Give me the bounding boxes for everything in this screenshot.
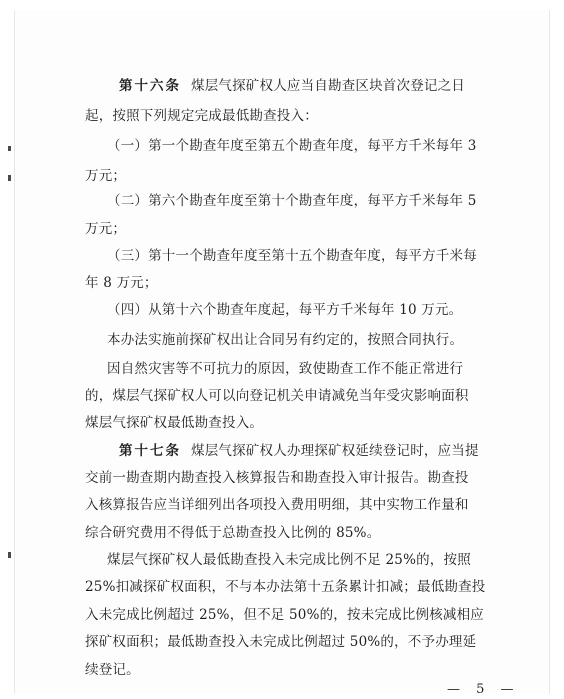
article-17-line-4: 综合研究费用不得低于总勘查投入比例的 85%。 bbox=[85, 525, 381, 541]
article-17-heading: 第十七条 bbox=[119, 443, 181, 459]
article-17-line-5: 煤层气探矿权人最低勘查投入未完成比例不足 25%的，按照 bbox=[107, 552, 471, 568]
article-16-line-1 bbox=[119, 77, 465, 95]
article-16-line-1-text: 煤层气探矿权人应当自勘查区块首次登记之日 bbox=[191, 78, 465, 94]
article-16-note: 本办法实施前探矿权出让合同另有约定的，按照合同执行。 bbox=[107, 332, 464, 348]
binding-hole-mark bbox=[8, 175, 11, 181]
article-17-line-2: 交前一勘查期内勘查投入核算报告和勘查投入审计报告。勘查投 bbox=[85, 470, 469, 486]
article-16-item-4: （四）从第十六个勘查年度起，每平方千米每年 10 万元。 bbox=[107, 302, 463, 318]
article-16-item-3-cont: 年 8 万元； bbox=[85, 275, 158, 291]
article-17-line-7: 入未完成比例超过 25%，但不足 50%的，按未完成比例核减相应 bbox=[85, 607, 484, 623]
article-17-line-1-text: 煤层气探矿权人办理探矿权延续登记时，应当提 bbox=[191, 443, 479, 459]
article-16-item-2-cont: 万元； bbox=[85, 221, 127, 237]
article-16-force-majeure-1: 因自然灾害等不可抗力的原因，致使勘查工作不能正常进行 bbox=[107, 361, 464, 377]
article-16-item-2: （二）第六个勘查年度至第十个勘查年度，每平方千米每年 5 bbox=[107, 193, 477, 209]
article-17-line-9: 续登记。 bbox=[85, 662, 140, 678]
article-16-item-1-cont: 万元； bbox=[85, 168, 127, 184]
article-16-line-2: 起，按照下列规定完成最低勘查投入： bbox=[85, 108, 318, 124]
article-17-line-1 bbox=[119, 442, 479, 460]
document-page bbox=[14, 10, 550, 697]
article-16-heading: 第十六条 bbox=[119, 78, 181, 94]
article-17-line-3: 入核算报告应当详细列出各项投入费用明细，其中实物工作量和 bbox=[85, 497, 469, 513]
article-17-line-6: 25%扣减探矿权面积，不与本办法第十五条累计扣减；最低勘查投 bbox=[85, 579, 486, 595]
article-16-force-majeure-3: 煤层气探矿权最低勘查投入。 bbox=[85, 415, 264, 431]
article-16-item-3: （三）第十一个勘查年度至第十五个勘查年度，每平方千米每 bbox=[107, 248, 477, 264]
article-16-force-majeure-2: 的，煤层气探矿权人可以向登记机关申请减免当年受灾影响面积 bbox=[85, 388, 469, 404]
binding-hole-mark bbox=[8, 552, 11, 558]
article-17-line-8: 探矿权面积；最低勘查投入未完成比例超过 50%的，不予办理延 bbox=[85, 634, 477, 650]
article-16-item-1: （一）第一个勘查年度至第五个勘查年度，每平方千米每年 3 bbox=[107, 138, 477, 154]
page-number: — 5 — bbox=[447, 682, 520, 697]
binding-hole-mark bbox=[8, 146, 11, 151]
